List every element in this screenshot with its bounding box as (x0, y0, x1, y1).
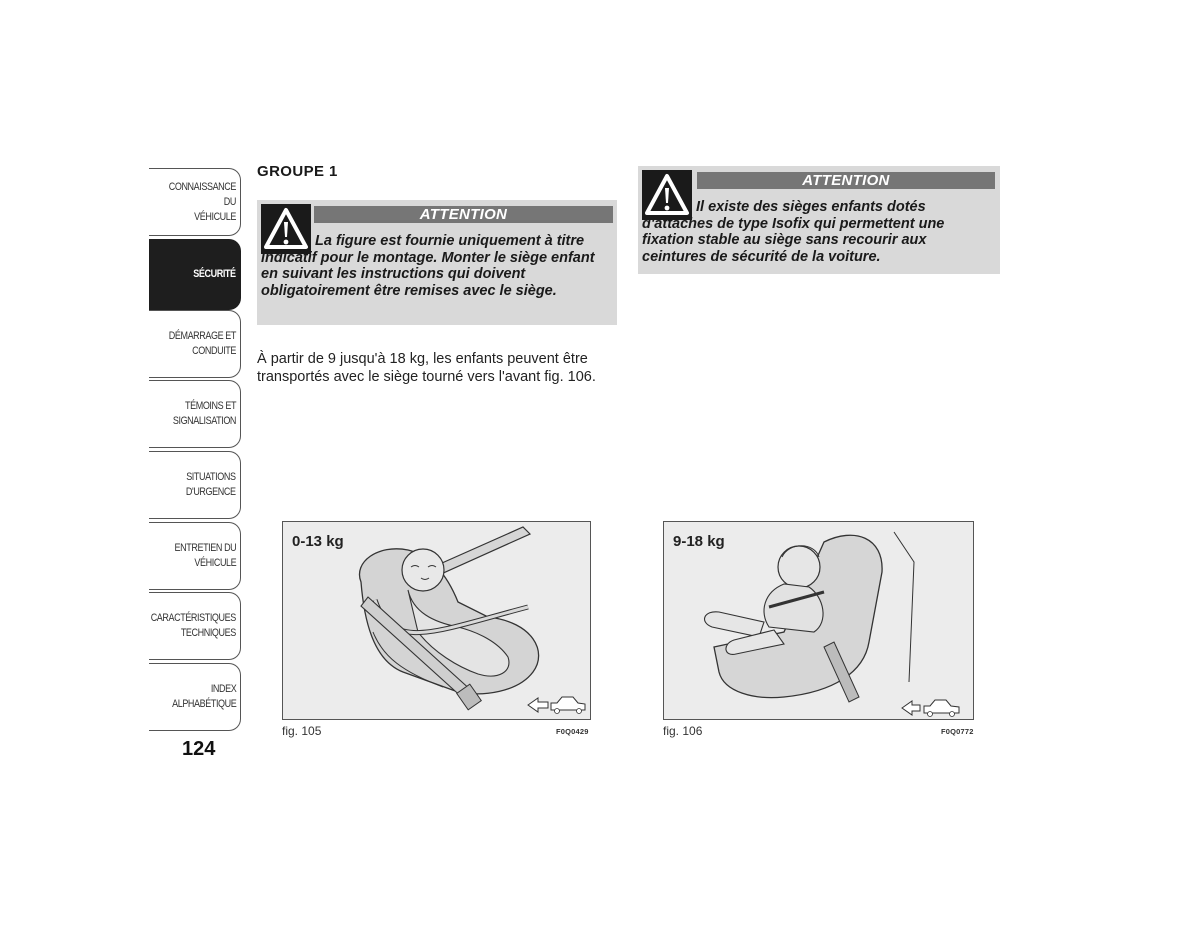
figure-106 (663, 521, 974, 720)
sidebar-item-label: CARACTÉRISTIQUES TECHNIQUES (150, 612, 236, 639)
figure-caption: fig. 106 (663, 724, 703, 738)
warning-title: ATTENTION (314, 206, 613, 223)
warning-text: Il existe des sièges enfants dotés d'attaches de type Isofix qui permettent une fixation stable au siège sans recourir aux ceintures de sécurité de la voiture. (642, 199, 945, 265)
figure-code: F0Q0429 (556, 727, 589, 736)
section-heading: GROUPE 1 (257, 163, 338, 180)
figure-105 (282, 521, 591, 720)
infant-carrier-illustration (283, 522, 590, 719)
sidebar-item-urgence[interactable] (149, 451, 241, 519)
figure-code: F0Q0772 (941, 727, 974, 736)
sidebar-item-label: DÉMARRAGE ET CONDUITE (168, 330, 236, 357)
sidebar-item-caracteristiques[interactable] (149, 592, 241, 660)
warning-title: ATTENTION (697, 172, 995, 189)
body-paragraph: À partir de 9 jusqu'à 18 kg, les enfants peuvent être transportés avec le siège tourné vers l'avant fig. 106. (257, 351, 596, 385)
sidebar-item-securite[interactable] (149, 239, 241, 310)
sidebar-item-label: SÉCURITÉ (193, 268, 236, 280)
sidebar-item-label: SITUATIONS D'URGENCE (186, 471, 236, 498)
page-number: 124 (182, 738, 216, 760)
figure-weight-label: 9-18 kg (673, 533, 725, 550)
sidebar-item-label: INDEX ALPHABÉTIQUE (171, 683, 236, 710)
sidebar-item-entretien[interactable] (149, 522, 241, 590)
sidebar-item-temoins[interactable] (149, 380, 241, 448)
sidebar-item-connaissance[interactable] (149, 168, 241, 236)
warning-box-left (257, 200, 617, 325)
sidebar-item-index[interactable] (149, 663, 241, 731)
child-seat-illustration (664, 522, 973, 719)
car-direction-icon (528, 697, 585, 714)
figure-caption: fig. 105 (282, 724, 322, 738)
sidebar-item-label: TÉMOINS ET SIGNALISATION (172, 400, 236, 427)
car-direction-icon (902, 700, 959, 717)
sidebar-item-label: CONNAISSANCE DU VÉHICULE (168, 180, 236, 223)
figure-weight-label: 0-13 kg (292, 533, 344, 550)
sidebar-item-demarrage[interactable] (149, 310, 241, 378)
warning-box-right (638, 166, 1000, 274)
sidebar-item-label: ENTRETIEN DU VÉHICULE (174, 542, 236, 569)
warning-text: La figure est fournie uniquement à titre indicatif pour le montage. Monter le siège enfant en suivant les instructions qui doivent obligatoirement être remises avec le siège. (261, 233, 595, 299)
